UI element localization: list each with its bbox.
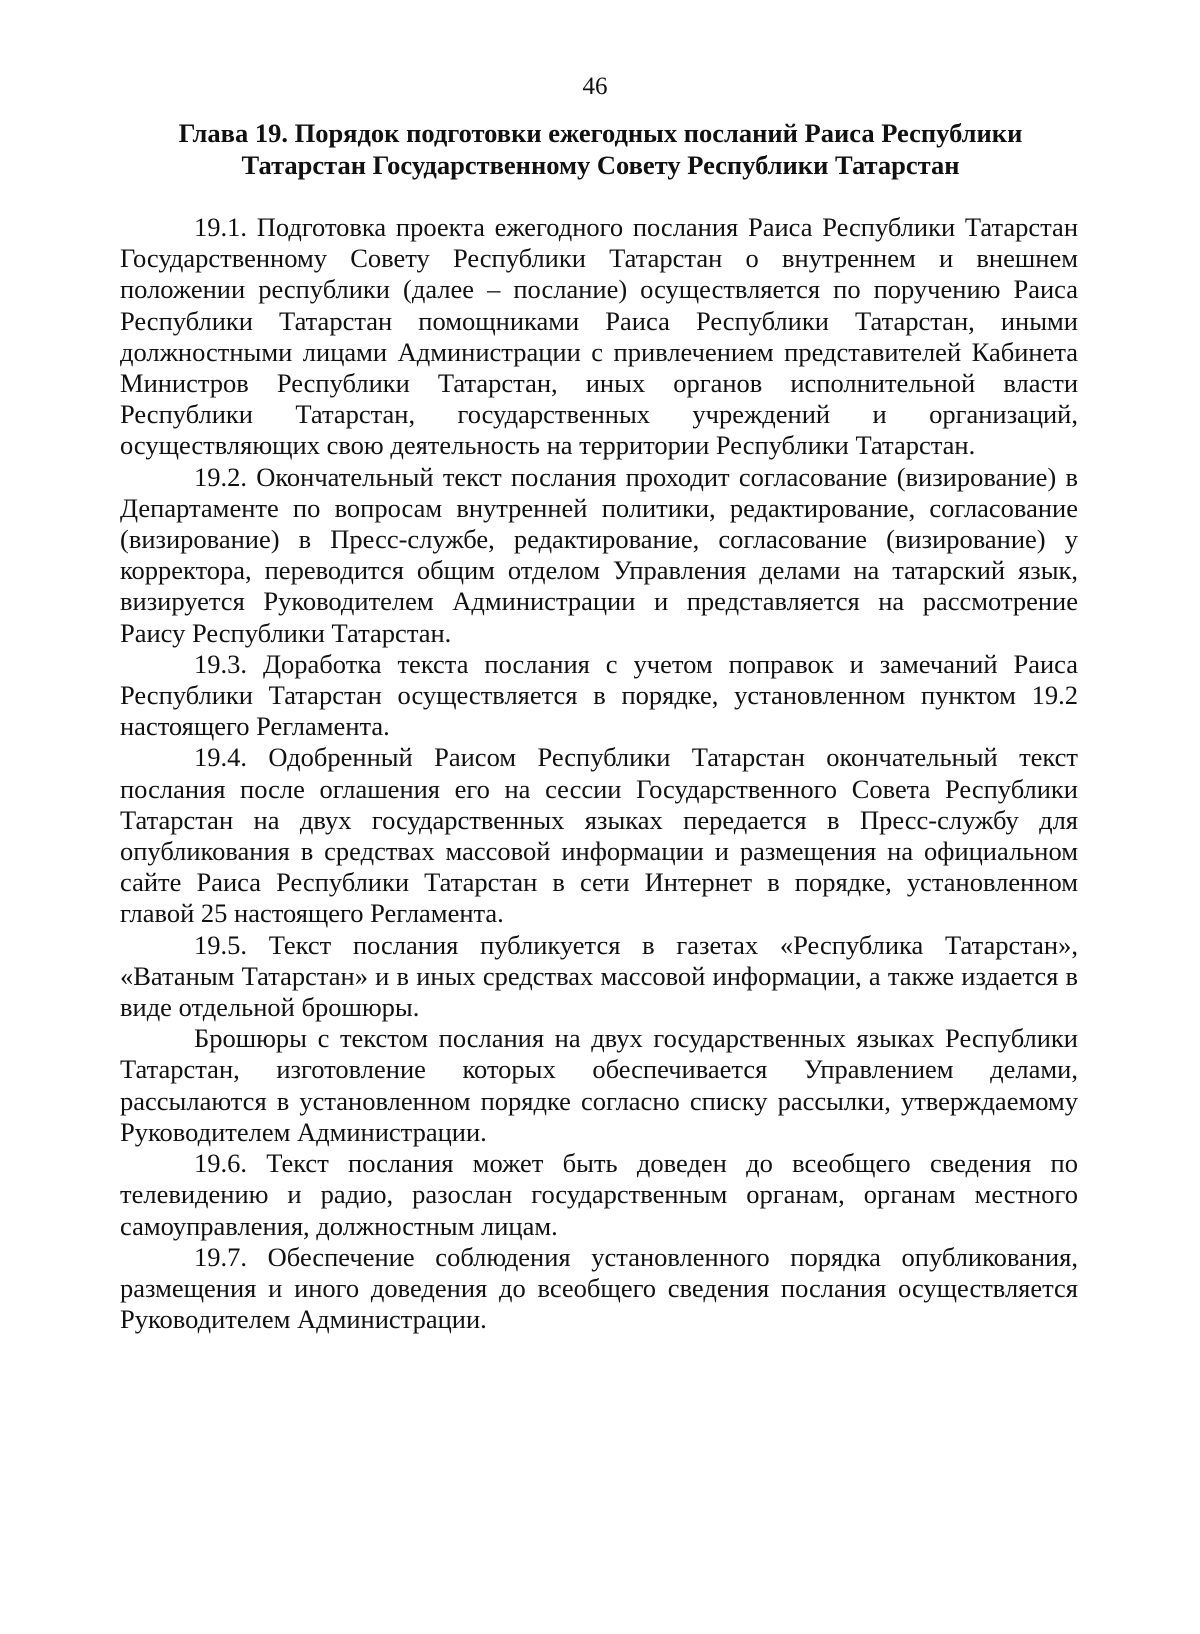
chapter-title-line-2: Татарстан Государственному Совету Республики Татарстан [241,150,960,180]
paragraph-19-7: 19.7. Обеспечение соблюдения установленного порядка опубликования, размещения и иного доведения до всеобщего сведения послания осуществляется Руководителем Администрации. [120,1241,1078,1335]
paragraph-19-5-brochures: Брошюры с текстом послания на двух государственных языках Республики Татарстан, изготовление которых обеспечивается Управлением делами, рассылаются в установленном порядке согласно списку рассылки, утверждаемому Руководителем Администрации. [120,1023,1078,1147]
paragraph-19-6: 19.6. Текст послания может быть доведен до всеобщего сведения по телевидению и радио, разослан государственным органам, органам местного самоуправления, должностным лицам. [120,1148,1078,1241]
page-number: 46 [582,73,608,100]
paragraph-19-5: 19.5. Текст послания публикуется в газетах «Республика Татарстан», «Ватаным Татарстан» и в иных средствах массовой информации, а также издается в виде отдельной брошюры. [120,929,1078,1023]
chapter-title-line-1: Глава 19. Порядок подготовки ежегодных посланий Раиса Республики [178,118,1023,148]
paragraph-19-3: 19.3. Доработка текста послания с учетом поправок и замечаний Раиса Республики Татарстан осуществляется в порядке, установленном пунктом 19.2 настоящего Регламента. [120,648,1078,742]
chapter-title [118,117,1083,181]
paragraph-19-4: 19.4. Одобренный Раисом Республики Татарстан окончательный текст послания после оглашения его на сессии Государственного Совета Республики Татарстан на двух государственных языках передается в Пресс-службу для опубликования в средствах массовой информации и размещения на официальном сайте Раиса Республики Татарстан в сети Интернет в порядке, установленном главой 25 настоящего Регламента. [120,742,1078,929]
chapter-body [120,212,1078,1335]
paragraph-19-1: 19.1. Подготовка проекта ежегодного послания Раиса Республики Татарстан Государственному Совету Республики Татарстан о внутреннем и внешнем положении республики (далее – послание) осуществляется по поручению Раиса Республики Татарстан помощниками Раиса Республики Татарстан, иными должностными лицами Администрации с привлечением представителей Кабинета Министров Республики Татарстан, иных органов исполнительной власти Республики Татарстан, государственных учреждений и организаций, осуществляющих свою деятельность на территории Республики Татарстан. [120,212,1078,461]
paragraph-19-2: 19.2. Окончательный текст послания проходит согласование (визирование) в Департаменте по вопросам внутренней политики, редактирование, согласование (визирование) в Пресс-службе, редактирование, согласование (визирование) у корректора, переводится общим отделом Управления делами на татарский язык, визируется Руководителем Администрации и представляется на рассмотрение Раису Республики Татарстан. [120,461,1078,648]
